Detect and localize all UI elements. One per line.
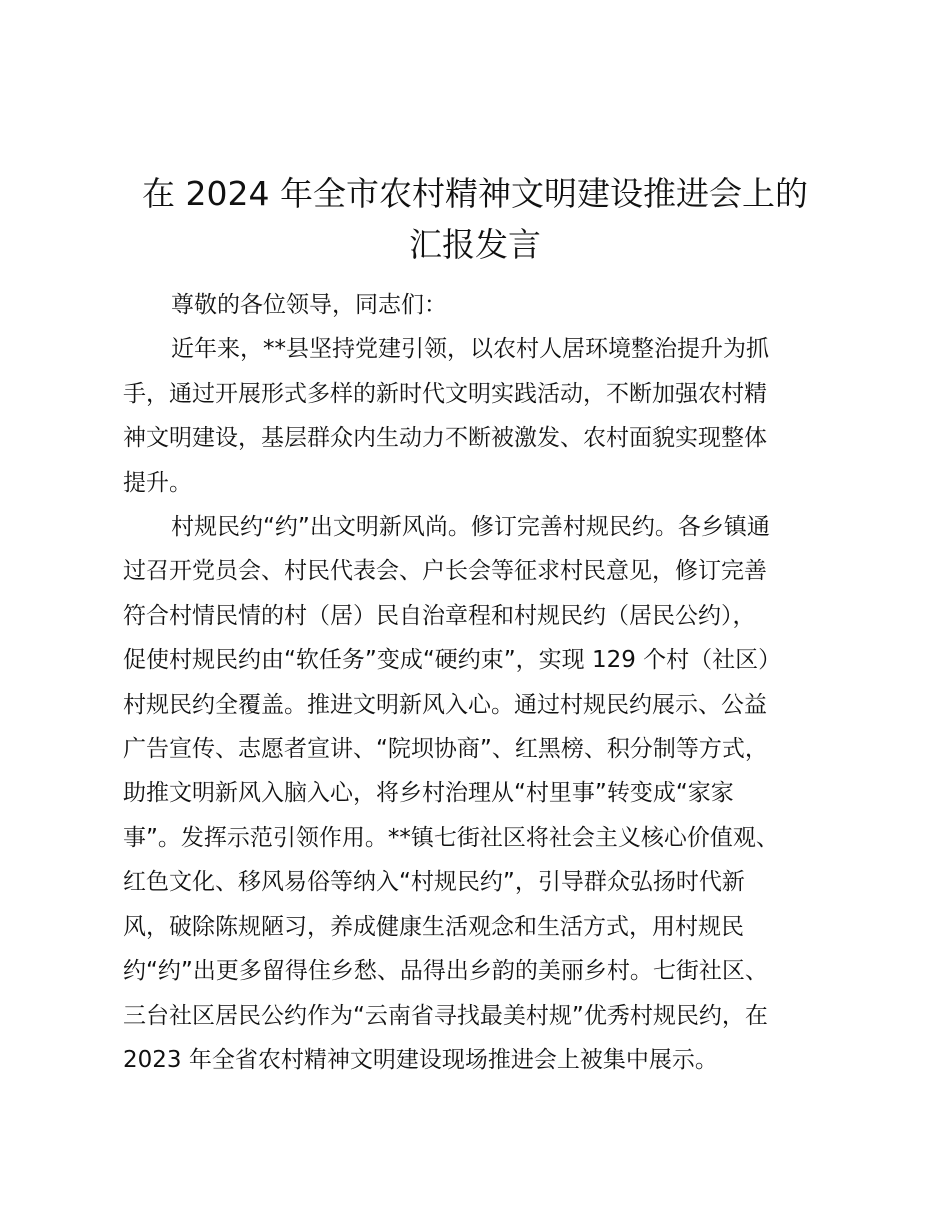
paragraph-village-rules [123, 505, 823, 1082]
paragraph-line: 过召开党员会、村民代表会、户长会等征求村民意见，修订完善 [123, 558, 767, 585]
paragraph-line: 村规民约“约”出文明新风尚。修订完善村规民约。各乡镇通 [171, 514, 770, 541]
paragraph-intro [123, 327, 823, 505]
paragraph-line: 三台社区居民公约作为“云南省寻找最美村规”优秀村规民约，在 [123, 1002, 768, 1029]
paragraph-line: 符合村情民情的村（居）民自治章程和村规民约（居民公约）， [123, 602, 756, 629]
paragraph-line: 事”。发挥示范引领作用。**镇七街社区将社会主义核心价值观、 [123, 824, 779, 851]
title-line: 汇报发言 [409, 225, 541, 264]
paragraph-line: 风，破除陈规陋习，养成健康生活观念和生活方式，用村规民 [123, 913, 744, 940]
paragraph-line: 提升。 [123, 469, 192, 496]
document-title [120, 168, 830, 270]
paragraph-line: 促使村规民约由“软任务”变成“硬约束”，实现 129 个村（社区） [123, 647, 782, 674]
salutation [123, 283, 823, 327]
document-body [123, 283, 823, 1082]
paragraph-line: 广告宣传、志愿者宣讲、“院坝协商”、红黑榜、积分制等方式， [123, 736, 768, 763]
paragraph-line: 约“约”出更多留得住乡愁、品得出乡韵的美丽乡村。七街社区、 [123, 958, 768, 985]
paragraph-line: 红色文化、移风易俗等纳入“村规民约”，引导群众弘扬时代新 [123, 869, 745, 896]
salutation-line: 尊敬的各位领导，同志们： [171, 292, 447, 318]
paragraph-line: 助推文明新风入脑入心，将乡村治理从“村里事”转变成“家家 [123, 780, 734, 807]
paragraph-line: 2023 年全省农村精神文明建设现场推进会上被集中展示。 [123, 1046, 718, 1073]
paragraph-line: 神文明建设，基层群众内生动力不断被激发、农村面貌实现整体 [123, 425, 767, 452]
paragraph-line: 村规民约全覆盖。推进文明新风入心。通过村规民约展示、公益 [123, 691, 767, 718]
paragraph-line: 手，通过开展形式多样的新时代文明实践活动，不断加强农村精 [123, 380, 767, 407]
title-line: 在 2024 年全市农村精神文明建设推进会上的 [142, 174, 808, 213]
paragraph-line: 近年来，**县坚持党建引领，以农村人居环境整治提升为抓 [171, 336, 769, 363]
